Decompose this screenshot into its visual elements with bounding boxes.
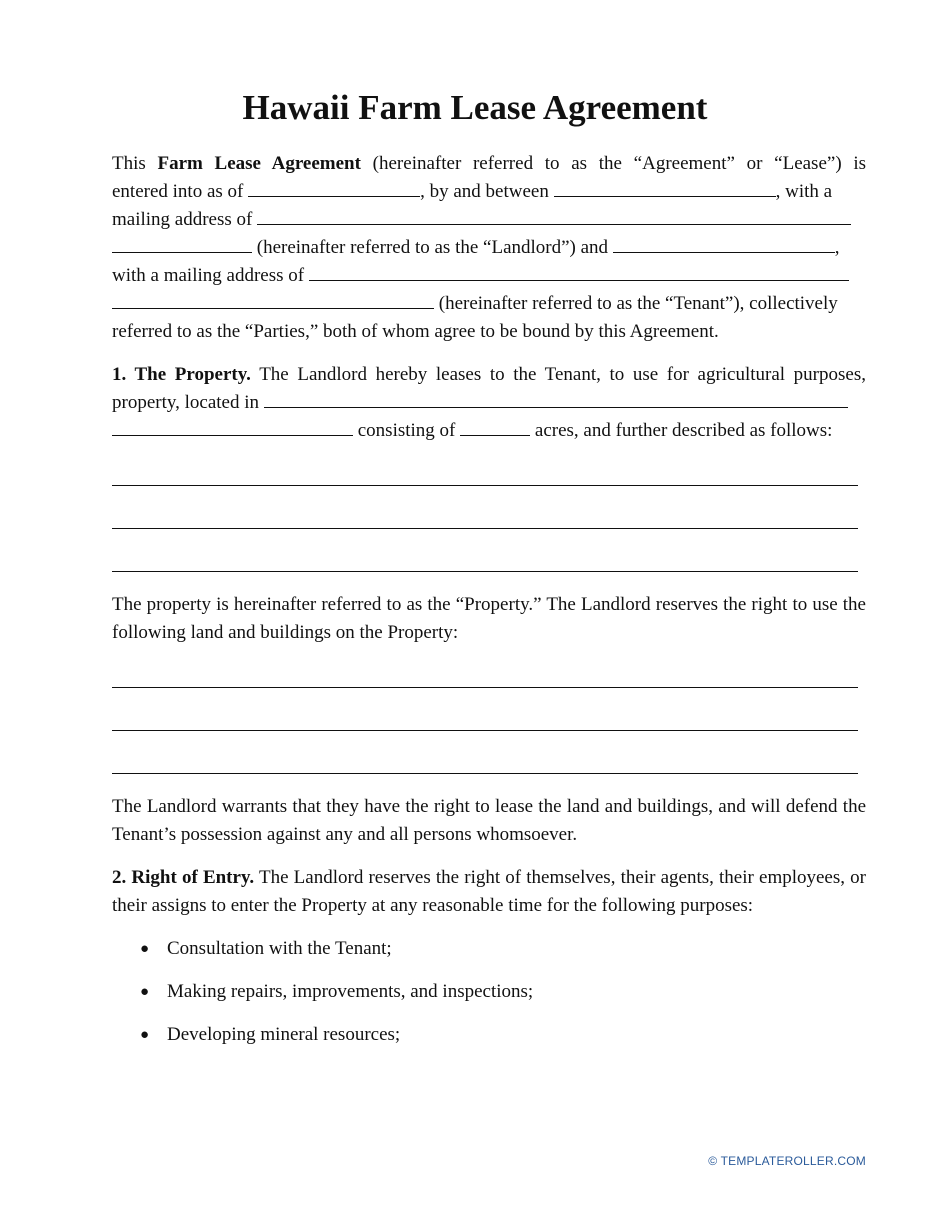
property-line-2: property, located in <box>112 389 866 417</box>
tenant-address-field-cont[interactable] <box>112 290 434 309</box>
list-item: ● Consultation with the Tenant; <box>112 935 866 963</box>
reserved-land-line[interactable] <box>112 687 858 688</box>
footer-credit-link[interactable]: © TEMPLATEROLLER.COM <box>708 1154 866 1168</box>
list-item: ● Developing mineral resources; <box>112 1021 866 1049</box>
bullet-icon: ● <box>140 1027 150 1043</box>
intro-line-6: (hereinafter referred to as the “Tenant”), collectively <box>112 290 866 318</box>
reserved-land-line[interactable] <box>112 773 858 774</box>
landlord-address-field[interactable] <box>257 206 851 225</box>
document-body <box>112 150 866 1049</box>
property-description-line[interactable] <box>112 485 858 486</box>
tenant-address-field[interactable] <box>309 262 849 281</box>
intro-line-1: This Farm Lease Agreement (hereinafter referred to as the “Agreement” or “Lease”) is <box>112 153 867 174</box>
property-line-1: 1. The Property. The Landlord hereby leases to the Tenant, to use for agricultural purposes, <box>112 364 866 385</box>
intro-line-3: mailing address of <box>112 206 866 234</box>
property-description-line[interactable] <box>112 528 858 529</box>
intro-paragraph <box>112 150 866 346</box>
tenant-name-field[interactable] <box>613 234 835 253</box>
property-reservation-paragraph: The property is hereinafter referred to as the “Property.” The Landlord reserves the right to use the following land and buildings on the Property: <box>112 594 866 643</box>
document-title: Hawaii Farm Lease Agreement <box>242 88 708 127</box>
landlord-address-field-cont[interactable] <box>112 234 252 253</box>
property-location-field[interactable] <box>264 389 848 408</box>
section-property <box>112 361 866 445</box>
list-item: ● Making repairs, improvements, and inspections; <box>112 978 866 1006</box>
date-field[interactable] <box>248 178 420 197</box>
intro-line-2: entered into as of , by and between , with a <box>112 178 866 206</box>
bullet-icon: ● <box>140 941 150 957</box>
reserved-land-lines <box>112 687 866 774</box>
acres-field[interactable] <box>460 417 530 436</box>
intro-line-7: referred to as the “Parties,” both of whom agree to be bound by this Agreement. <box>112 321 719 342</box>
warranty-paragraph: The Landlord warrants that they have the right to lease the land and buildings, and will defend the Tenant’s possession against any and all persons whomsoever. <box>112 796 866 845</box>
section-right-of-entry: 2. Right of Entry. The Landlord reserves the right of themselves, their agents, their employees, or their assigns to enter the Property at any reasonable time for the following purposes: <box>112 867 866 916</box>
bullet-icon: ● <box>140 984 150 1000</box>
property-description-lines <box>112 485 866 572</box>
reserved-land-line[interactable] <box>112 730 858 731</box>
entry-purposes-list <box>112 935 866 1049</box>
property-location-field-cont[interactable] <box>112 417 353 436</box>
landlord-name-field[interactable] <box>554 178 776 197</box>
intro-line-5: with a mailing address of <box>112 262 866 290</box>
section-2-heading: 2. Right of Entry. <box>112 867 255 888</box>
property-line-3: consisting of acres, and further described as follows: <box>112 417 866 445</box>
property-description-line[interactable] <box>112 571 858 572</box>
section-1-heading: 1. The Property. <box>112 364 251 385</box>
intro-line-4: (hereinafter referred to as the “Landlord”) and , <box>112 234 866 262</box>
agreement-name: Farm Lease Agreement <box>157 153 361 174</box>
